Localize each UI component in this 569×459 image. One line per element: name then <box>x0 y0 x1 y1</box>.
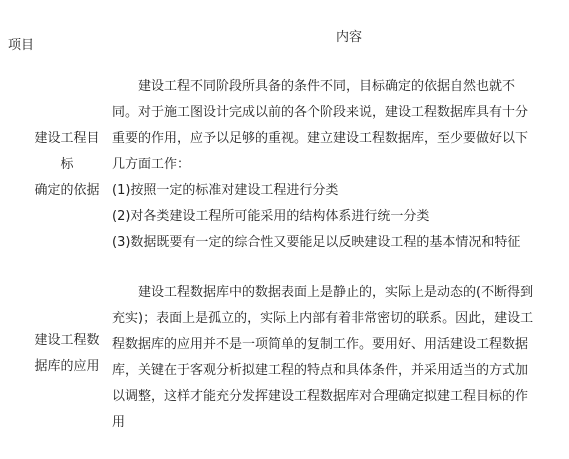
paragraph-line: 充实)；表面上是孤立的，实际上内部有着非常密切的联系。因此，建设工 <box>112 311 534 326</box>
row-label-line: 据库的应用 <box>34 359 100 374</box>
row-label-line: 确定的依据 <box>34 183 100 198</box>
row-label-target-basis <box>22 126 112 204</box>
row-content-target-basis <box>112 74 562 256</box>
paragraph-line: 以调整，这样才能充分发挥建设工程数据库对合理确定拟建工程目标的作 <box>112 389 529 404</box>
content-paragraph <box>112 280 562 436</box>
paragraph-line: 建设工程不同阶段所具备的条件不同，目标确定的依据自然也就不 <box>138 79 516 94</box>
paragraph-line: 用 <box>112 415 126 430</box>
row-content-database-application <box>112 280 562 436</box>
list-item: (2)对各类建设工程所可能采用的结构体系进行统一分类 <box>112 209 430 224</box>
paragraph-line: 重要的作用，应予以足够的重视。建立建设工程数据库，至少要做好以下 <box>112 131 529 146</box>
column-header-content: 内容 <box>336 30 363 45</box>
row-label-line: 建设工程目 <box>34 131 100 146</box>
content-paragraph <box>112 74 562 178</box>
row-label-line: 标 <box>60 157 74 172</box>
paragraph-line: 库，关键在于客观分析拟建工程的特点和具体条件，并采用适当的方式加 <box>112 363 529 378</box>
paragraph-line: 同。对于施工图设计完成以前的各个阶段来说，建设工程数据库具有十分 <box>112 105 529 120</box>
row-label-database-application <box>22 328 112 380</box>
paragraph-line: 建设工程数据库中的数据表面上是静止的，实际上是动态的(不断得到 <box>138 285 534 300</box>
list-item: (1)按照一定的标准对建设工程进行分类 <box>112 183 339 198</box>
column-header-item: 项目 <box>8 38 35 53</box>
row-label-line: 建设工程数 <box>34 333 100 348</box>
list-item: (3)数据既要有一定的综合性又要能足以反映建设工程的基本情况和特征 <box>112 235 521 250</box>
paragraph-line: 几方面工作： <box>112 157 191 172</box>
paragraph-line: 程数据库的应用并不是一项简单的复制工作。要用好、用活建设工程数据 <box>112 337 529 352</box>
